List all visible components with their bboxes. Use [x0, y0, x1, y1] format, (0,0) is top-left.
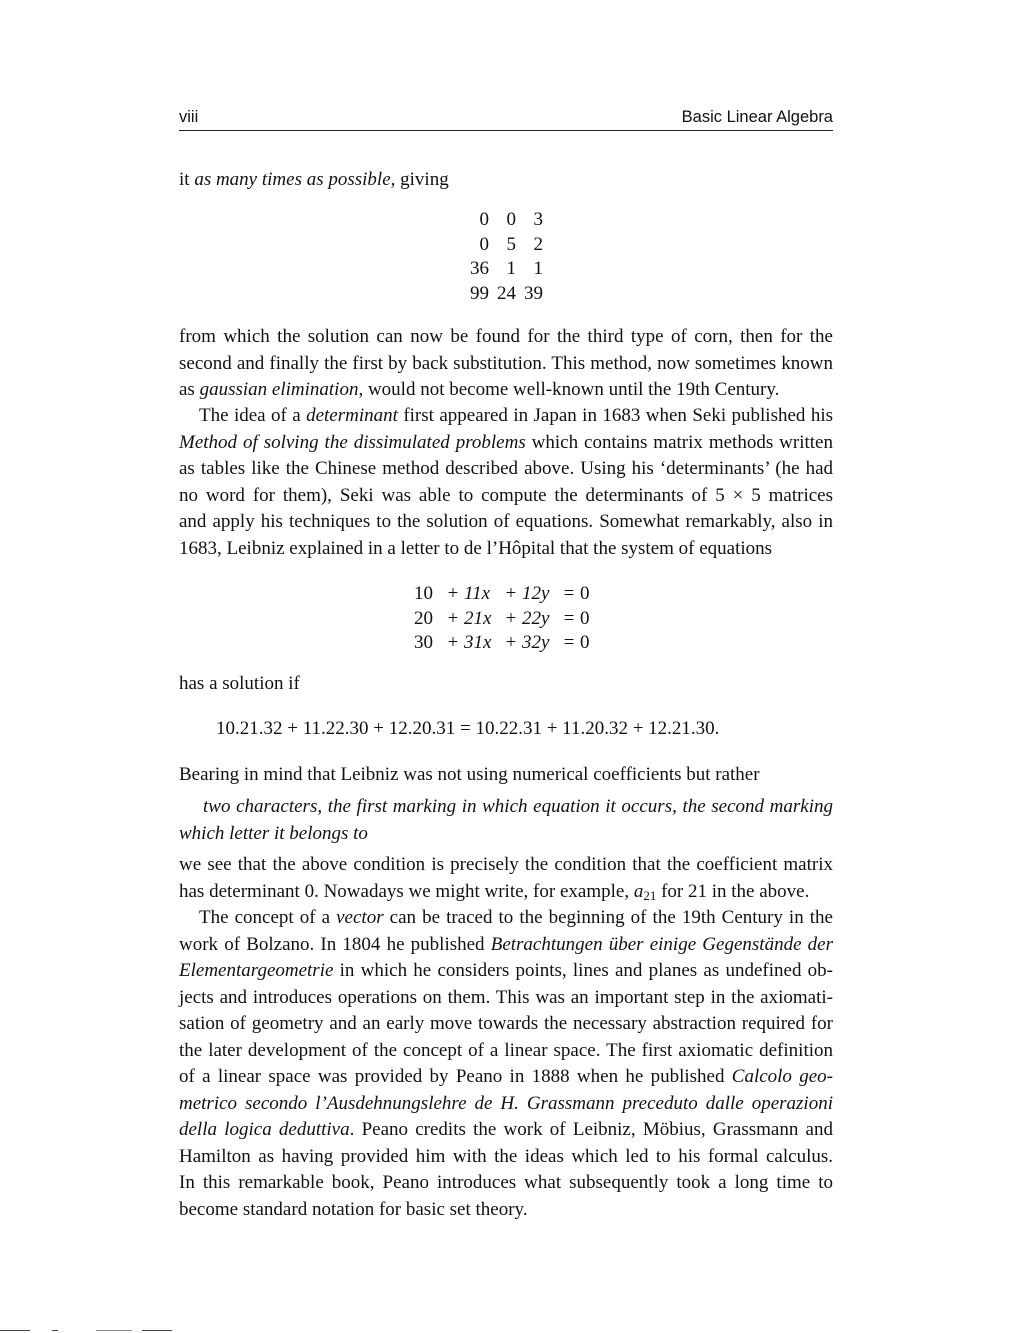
- running-head: [179, 106, 833, 131]
- equation-row: 20 + 21x + 22y = 0: [414, 607, 590, 629]
- array-cell: 0: [479, 209, 489, 230]
- determinant-condition: 10.21.32 + 11.22.30 + 12.20.31 = 10.22.31 + 11.20.32 + 12.21.30.: [216, 718, 720, 739]
- array-row: [462, 257, 543, 282]
- array-cell: 0: [506, 209, 516, 230]
- equation-row: 10 + 11x + 12y = 0: [414, 583, 590, 604]
- has-solution-line: has a solution if: [179, 673, 300, 694]
- leibniz-quote: two characters, the first marking in which equation it occurs, the second marking which letter it belongs to: [179, 796, 833, 844]
- array-cell: 39: [524, 282, 543, 304]
- paragraph-coefficient-matrix: we see that the above condition is precisely the condition that the coefficient matrix has determinant 0. Nowadays we might write, for example, $a_{21}$ for 21 in the above.: [179, 854, 833, 903]
- array-row: [462, 233, 543, 258]
- array-row: [462, 208, 543, 233]
- array-cell: 5: [506, 233, 516, 255]
- array-cell: 3: [533, 209, 543, 230]
- bearing-line: Bearing in mind that Leibniz was not using numerical coefficients but rather: [179, 764, 760, 785]
- array-row: [462, 282, 543, 307]
- paragraph-determinant: The idea of a determinant first appeared in Japan in 1683 when Seki published his Method of solving the dissimulated problems which contains matrix methods written as tables like the Chinese method described above. Using his ‘determinants’ (he had no word for them), Seki was able to compute the determinants of 5 × 5 matrices and apply his techniques to the solution of equations. Somewhat remarkably, also in 1683, Leibniz explained in a letter to de l’Hôpital that the system of equations: [179, 405, 833, 559]
- array-cell: 1: [506, 258, 516, 279]
- array-cell: 1: [533, 258, 543, 279]
- scan-mark: [52, 1330, 58, 1331]
- reduced-array: [462, 208, 543, 306]
- scan-mark: [142, 1330, 172, 1331]
- page-number: viii: [179, 108, 199, 126]
- equation-system: [414, 582, 590, 656]
- array-cell: 2: [533, 233, 543, 255]
- scan-mark: [0, 1330, 30, 1331]
- array-cell: 36: [470, 258, 489, 279]
- scan-artifact: [0, 1328, 200, 1333]
- scan-mark: [96, 1330, 132, 1331]
- paragraph-back-substitution: from which the solution can now be found for the third type of corn, then for the second and finally the first by back substitution. This method, now sometimes known as gaussian elimination, would not become well-known until the 19th Century.: [179, 326, 833, 400]
- array-cell: 99: [470, 282, 489, 304]
- running-title: Basic Linear Algebra: [681, 108, 833, 126]
- array-cell: 0: [479, 233, 489, 255]
- paragraph-vector: The concept of a vector can be traced to the beginning of the 19th Century in the work of Bolzano. In 1804 he published Betrachtungen über einige Gegenstände der Elementargeometrie in which he considers points, lines and planes as undefined ob- jects and introduces operations on them. This was an important step in the axiomati- sation of geometry and an early move towards the necessary abstraction required for the later development of the concept of a linear space. The first axiomatic definition of a linear space was provided by Peano in 1888 when he published Calcolo geo- metrico secondo l’Ausdehnungslehre de H. Grassmann preceduto dalle operazioni della logica deduttiva. Peano credits the work of Leibniz, Möbius, Grassmann and Hamilton as having provided him with the ideas which led to his formal calculus. In this remarkable book, Peano introduces what subsequently took a long time to become standard notation for basic set theory.: [179, 907, 833, 1220]
- equation-row: 30 + 31x + 32y = 0: [414, 632, 590, 653]
- array-cell: 24: [497, 282, 516, 304]
- intro-line: it as many times as possible, giving: [179, 169, 449, 190]
